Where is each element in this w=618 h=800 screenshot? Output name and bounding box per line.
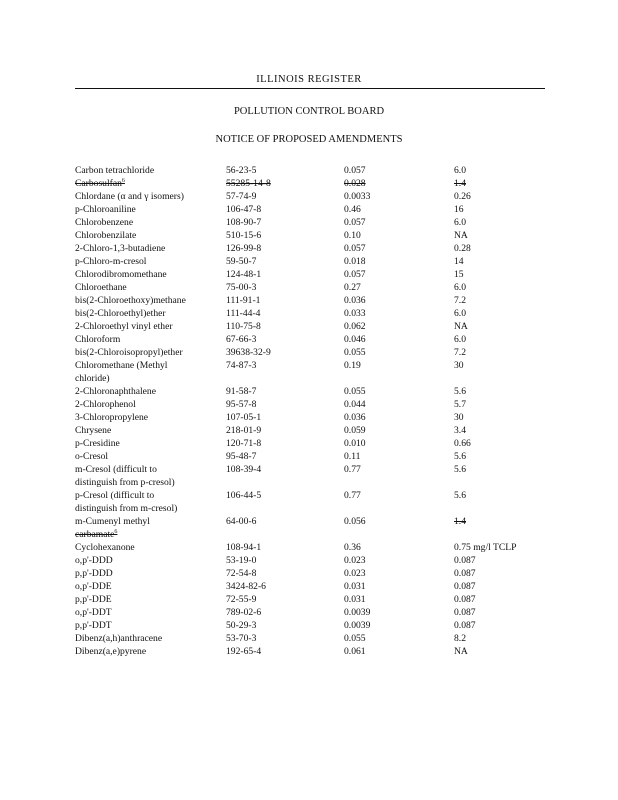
table-row (75, 476, 575, 489)
wastewater-standard: 0.062 (344, 321, 366, 332)
wastewater-standard: 0.055 (344, 386, 366, 397)
nonwastewater-standard: 0.26 (454, 191, 471, 202)
table-row (75, 463, 575, 476)
constituent-name: p-Cresol (difficult to (75, 490, 155, 501)
table-row (75, 190, 575, 203)
wastewater-standard: 0.0039 (344, 620, 371, 631)
table-row (75, 606, 575, 619)
wastewater-standard: 0.10 (344, 230, 361, 241)
cas-number: 39638-32-9 (226, 347, 271, 358)
table-row (75, 177, 575, 190)
table-row (75, 359, 575, 372)
cas-number: 3424-82-6 (226, 581, 266, 592)
cas-number: 111-91-1 (226, 295, 261, 306)
table-row (75, 281, 575, 294)
nonwastewater-standard: 6.0 (454, 217, 466, 228)
constituent-name: o,p'-DDD (75, 555, 113, 566)
cas-number: 91-58-7 (226, 386, 257, 397)
wastewater-standard: 0.036 (344, 295, 366, 306)
table-row (75, 554, 575, 567)
constituent-name: Chrysene (75, 425, 112, 436)
cas-number: 110-75-8 (226, 321, 261, 332)
table-row (75, 229, 575, 242)
nonwastewater-standard: NA (454, 646, 468, 657)
table-row (75, 294, 575, 307)
cas-number (226, 502, 344, 515)
nonwastewater-standard: 30 (454, 360, 464, 371)
constituent-name: Chlorodibromomethane (75, 269, 167, 280)
cas-number: 74-87-3 (226, 360, 257, 371)
table-row (75, 528, 575, 541)
constituent-name: p,p'-DDT (75, 620, 112, 631)
constituent-name: p,p'-DDD (75, 568, 113, 579)
table-row (75, 411, 575, 424)
cas-number: 126-99-8 (226, 243, 262, 254)
constituent-name: bis(2-Chloroisopropyl)ether (75, 347, 183, 358)
table-row (75, 164, 575, 177)
nonwastewater-standard: 3.4 (454, 425, 466, 436)
constituent-name: p-Chloro-m-cresol (75, 256, 147, 267)
wastewater-standard: 0.031 (344, 594, 366, 605)
cas-number: 53-19-0 (226, 555, 257, 566)
cas-number (226, 528, 344, 541)
constituent-name: m-Cumenyl methyl (75, 516, 150, 527)
cas-number: 55285-14-8 (226, 178, 271, 189)
nonwastewater-standard: NA (454, 230, 468, 241)
nonwastewater-standard: 0.087 (454, 568, 476, 579)
constituent-name: m-Cresol (difficult to (75, 464, 157, 475)
cas-number: 218-01-9 (226, 425, 262, 436)
wastewater-standard: 0.059 (344, 425, 366, 436)
wastewater-standard (344, 528, 454, 541)
nonwastewater-standard: 1.4 (454, 178, 466, 189)
notice-heading: NOTICE OF PROPOSED AMENDMENTS (215, 134, 403, 145)
cas-number: 64-00-6 (226, 516, 257, 527)
nonwastewater-standard: 0.087 (454, 594, 476, 605)
board-name: POLLUTION CONTROL BOARD (233, 106, 385, 117)
constituent-name: p-Chloroaniline (75, 204, 136, 215)
cas-number: 124-48-1 (226, 269, 262, 280)
wastewater-standard: 0.031 (344, 581, 366, 592)
constituent-name: 2-Chloroethyl vinyl ether (75, 321, 173, 332)
nonwastewater-standard: 0.087 (454, 581, 476, 592)
wastewater-standard: 0.19 (344, 360, 361, 371)
constituent-name: Chlorobenzene (75, 217, 134, 228)
wastewater-standard: 0.010 (344, 438, 366, 449)
table-row (75, 450, 575, 463)
wastewater-standard: 0.77 (344, 490, 361, 501)
wastewater-standard: 0.044 (344, 399, 366, 410)
cas-number: 108-90-7 (226, 217, 262, 228)
wastewater-standard: 0.056 (344, 516, 366, 527)
wastewater-standard: 0.057 (344, 243, 366, 254)
nonwastewater-standard: 5.6 (454, 451, 466, 462)
constituent-name: 3-Chloropropylene (75, 412, 149, 423)
cas-number: 789-02-6 (226, 607, 262, 618)
cas-number: 57-74-9 (226, 191, 257, 202)
nonwastewater-standard: 16 (454, 204, 464, 215)
footnote-marker: 6 (114, 528, 118, 535)
table-row (75, 268, 575, 281)
wastewater-standard: 0.27 (344, 282, 361, 293)
wastewater-standard: 0.77 (344, 464, 361, 475)
cas-number: 106-44-5 (226, 490, 262, 501)
table-row (75, 619, 575, 632)
cas-number: 120-71-8 (226, 438, 262, 449)
wastewater-standard: 0.028 (344, 178, 366, 189)
nonwastewater-standard: 1.4 (454, 516, 466, 527)
nonwastewater-standard: 0.087 (454, 555, 476, 566)
constituent-name: Dibenz(a,e)pyrene (75, 646, 147, 657)
cas-number: 75-00-3 (226, 282, 257, 293)
nonwastewater-standard (454, 502, 575, 515)
table-row (75, 203, 575, 216)
nonwastewater-standard: 5.7 (454, 399, 466, 410)
constituent-name: bis(2-Chloroethyl)ether (75, 308, 166, 319)
nonwastewater-standard: 0.087 (454, 620, 476, 631)
nonwastewater-standard: 5.6 (454, 464, 466, 475)
cas-number: 192-65-4 (226, 646, 262, 657)
footnote-marker: 6 (121, 177, 125, 184)
table-row (75, 307, 575, 320)
nonwastewater-standard: 30 (454, 412, 464, 423)
table-row (75, 502, 575, 515)
table-row (75, 489, 575, 502)
cas-number: 59-50-7 (226, 256, 257, 267)
table-row (75, 424, 575, 437)
wastewater-standard: 0.057 (344, 269, 366, 280)
table-row (75, 346, 575, 359)
constituent-name: o-Cresol (75, 451, 109, 462)
table-row (75, 437, 575, 450)
constituent-name: chloride) (75, 373, 110, 384)
wastewater-standard: 0.033 (344, 308, 366, 319)
constituent-name: bis(2-Chloroethoxy)methane (75, 295, 186, 306)
cas-number: 50-29-3 (226, 620, 257, 631)
nonwastewater-standard: 6.0 (454, 282, 466, 293)
table-row (75, 242, 575, 255)
table-row (75, 320, 575, 333)
wastewater-standard: 0.018 (344, 256, 366, 267)
cas-number: 111-44-4 (226, 308, 261, 319)
nonwastewater-standard: 6.0 (454, 334, 466, 345)
constituent-name: 2-Chlorophenol (75, 399, 136, 410)
wastewater-standard: 0.11 (344, 451, 361, 462)
constituent-name: p,p'-DDE (75, 594, 112, 605)
cas-number: 95-57-8 (226, 399, 257, 410)
nonwastewater-standard: 6.0 (454, 308, 466, 319)
cas-number: 510-15-6 (226, 230, 262, 241)
table-row (75, 216, 575, 229)
wastewater-standard: 0.055 (344, 347, 366, 358)
constituent-name: carbamate$^6$ (75, 528, 118, 540)
nonwastewater-standard: 0.66 (454, 438, 471, 449)
constituent-name: distinguish from p-cresol) (75, 477, 175, 488)
wastewater-standard: 0.023 (344, 568, 366, 579)
cas-number: 107-05-1 (226, 412, 262, 423)
nonwastewater-standard: 8.2 (454, 633, 466, 644)
constituent-name: Chloromethane (Methyl (75, 360, 168, 371)
wastewater-standard (344, 502, 454, 515)
table-row (75, 632, 575, 645)
constituent-table (75, 164, 575, 658)
constituent-name: o,p'-DDT (75, 607, 112, 618)
nonwastewater-standard: 5.6 (454, 386, 466, 397)
cas-number: 72-54-8 (226, 568, 257, 579)
cas-number: 53-70-3 (226, 633, 257, 644)
wastewater-standard: 0.061 (344, 646, 366, 657)
table-row (75, 645, 575, 658)
constituent-name: p-Cresidine (75, 438, 120, 449)
table-row (75, 593, 575, 606)
constituent-name: Carbon tetrachloride (75, 165, 155, 176)
wastewater-standard: 0.36 (344, 542, 361, 553)
constituent-name: 2-Chloro-1,3-butadiene (75, 243, 166, 254)
constituent-name: Cyclohexanone (75, 542, 135, 553)
constituent-name: 2-Chloronaphthalene (75, 386, 156, 397)
cas-number: 106-47-8 (226, 204, 262, 215)
nonwastewater-standard: 5.6 (454, 490, 466, 501)
table-row (75, 333, 575, 346)
table-row (75, 580, 575, 593)
wastewater-standard: 0.023 (344, 555, 366, 566)
table-row (75, 255, 575, 268)
constituent-name: Chlorobenzilate (75, 230, 137, 241)
nonwastewater-standard: 0.75 mg/l TCLP (454, 542, 517, 553)
nonwastewater-standard (454, 476, 575, 489)
header-rule (75, 88, 545, 89)
wastewater-standard: 0.046 (344, 334, 366, 345)
cas-number: 108-39-4 (226, 464, 262, 475)
constituent-name: Dibenz(a,h)anthracene (75, 633, 163, 644)
nonwastewater-standard: 0.28 (454, 243, 471, 254)
cas-number: 56-23-5 (226, 165, 257, 176)
table-row (75, 372, 575, 385)
nonwastewater-standard: 15 (454, 269, 464, 280)
wastewater-standard: 0.057 (344, 165, 366, 176)
cas-number: 108-94-1 (226, 542, 262, 553)
nonwastewater-standard (454, 528, 575, 541)
constituent-name: Chloroethane (75, 282, 127, 293)
wastewater-standard (344, 476, 454, 489)
nonwastewater-standard: 6.0 (454, 165, 466, 176)
constituent-name: Chlordane (α and γ isomers) (75, 191, 184, 202)
register-title: ILLINOIS REGISTER (256, 74, 362, 85)
wastewater-standard: 0.0039 (344, 607, 371, 618)
wastewater-standard: 0.057 (344, 217, 366, 228)
table-row (75, 567, 575, 580)
nonwastewater-standard: 7.2 (454, 295, 466, 306)
constituent-name: o,p'-DDE (75, 581, 112, 592)
nonwastewater-standard: 14 (454, 256, 464, 267)
cas-number: 95-48-7 (226, 451, 257, 462)
nonwastewater-standard: 7.2 (454, 347, 466, 358)
nonwastewater-standard: NA (454, 321, 468, 332)
wastewater-standard: 0.46 (344, 204, 361, 215)
cas-number: 72-55-9 (226, 594, 257, 605)
cas-number (226, 476, 344, 489)
table-row (75, 385, 575, 398)
table-row (75, 398, 575, 411)
cas-number: 67-66-3 (226, 334, 257, 345)
wastewater-standard: 0.055 (344, 633, 366, 644)
constituent-name: Carbosulfan$^6$ (75, 177, 125, 189)
table-row (75, 515, 575, 528)
table-row (75, 541, 575, 554)
wastewater-standard (344, 372, 454, 385)
nonwastewater-standard (454, 372, 575, 385)
wastewater-standard: 0.0033 (344, 191, 371, 202)
constituent-name: Chloroform (75, 334, 121, 345)
cas-number (226, 372, 344, 385)
nonwastewater-standard: 0.087 (454, 607, 476, 618)
wastewater-standard: 0.036 (344, 412, 366, 423)
constituent-name: distinguish from m-cresol) (75, 503, 178, 514)
